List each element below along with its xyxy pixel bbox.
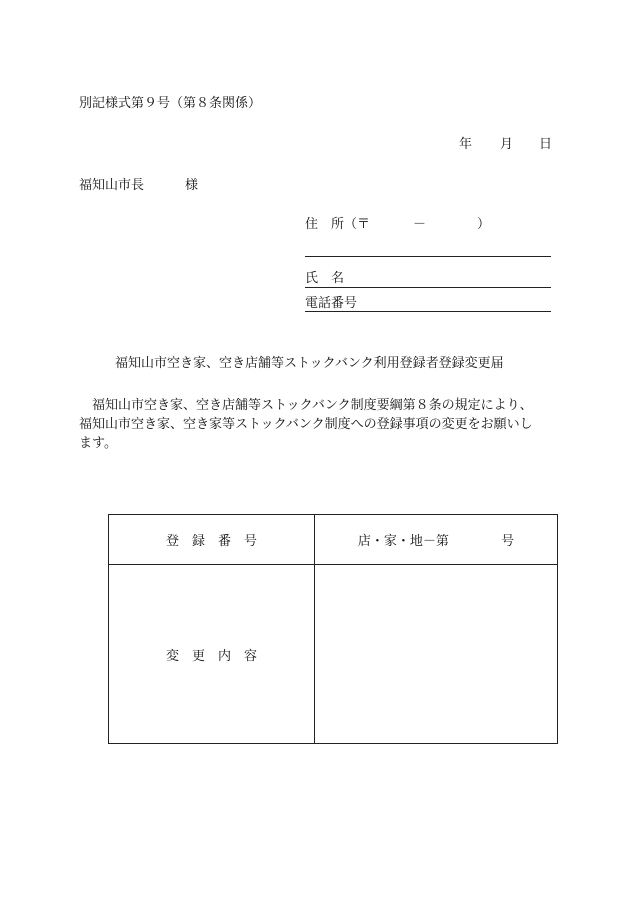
body-paragraph (79, 396, 559, 453)
date-month: 月 (500, 137, 514, 152)
addressee-name: 福知山市長 (79, 178, 145, 193)
registration-number-label: 登録番号 (165, 534, 270, 549)
registration-number-value: 店・家・地－第 (357, 534, 449, 549)
body-line: 福知山市空き家、空き店舗等ストックバンク制度要綱第８条の規定により、 (92, 398, 533, 413)
address-close: ） (477, 217, 491, 232)
registration-table (108, 514, 558, 744)
registration-number-value-cell (315, 515, 558, 565)
addressee-honorific: 様 (185, 178, 199, 193)
change-details-label-cell (109, 565, 315, 744)
registration-number-suffix: 号 (501, 534, 515, 549)
form-number: 別記様式第９号（第８条関係） (79, 96, 262, 111)
registration-number-row (109, 515, 558, 565)
body-line: ます。 (79, 436, 117, 451)
registration-number-label-cell (109, 515, 315, 565)
change-details-label: 変更内容 (165, 648, 270, 664)
address-label: 住 所（〒 (305, 217, 371, 232)
phone-underline (305, 311, 551, 312)
name-underline (305, 287, 551, 288)
body-line: 福知山市空き家、空き家等ストックバンク制度への登録事項の変更をお願いし (79, 417, 533, 432)
change-details-value-cell[interactable] (315, 565, 558, 744)
postal-dash: － (413, 217, 427, 232)
date-year: 年 (459, 137, 473, 152)
name-label: 氏 名 (305, 271, 345, 286)
phone-label: 電話番号 (305, 296, 358, 311)
address-underline (305, 256, 551, 257)
document-title: 福知山市空き家、空き店舗等ストックバンク利用登録者登録変更届 (115, 356, 504, 371)
date-day: 日 (539, 137, 553, 152)
change-details-row (109, 565, 558, 744)
